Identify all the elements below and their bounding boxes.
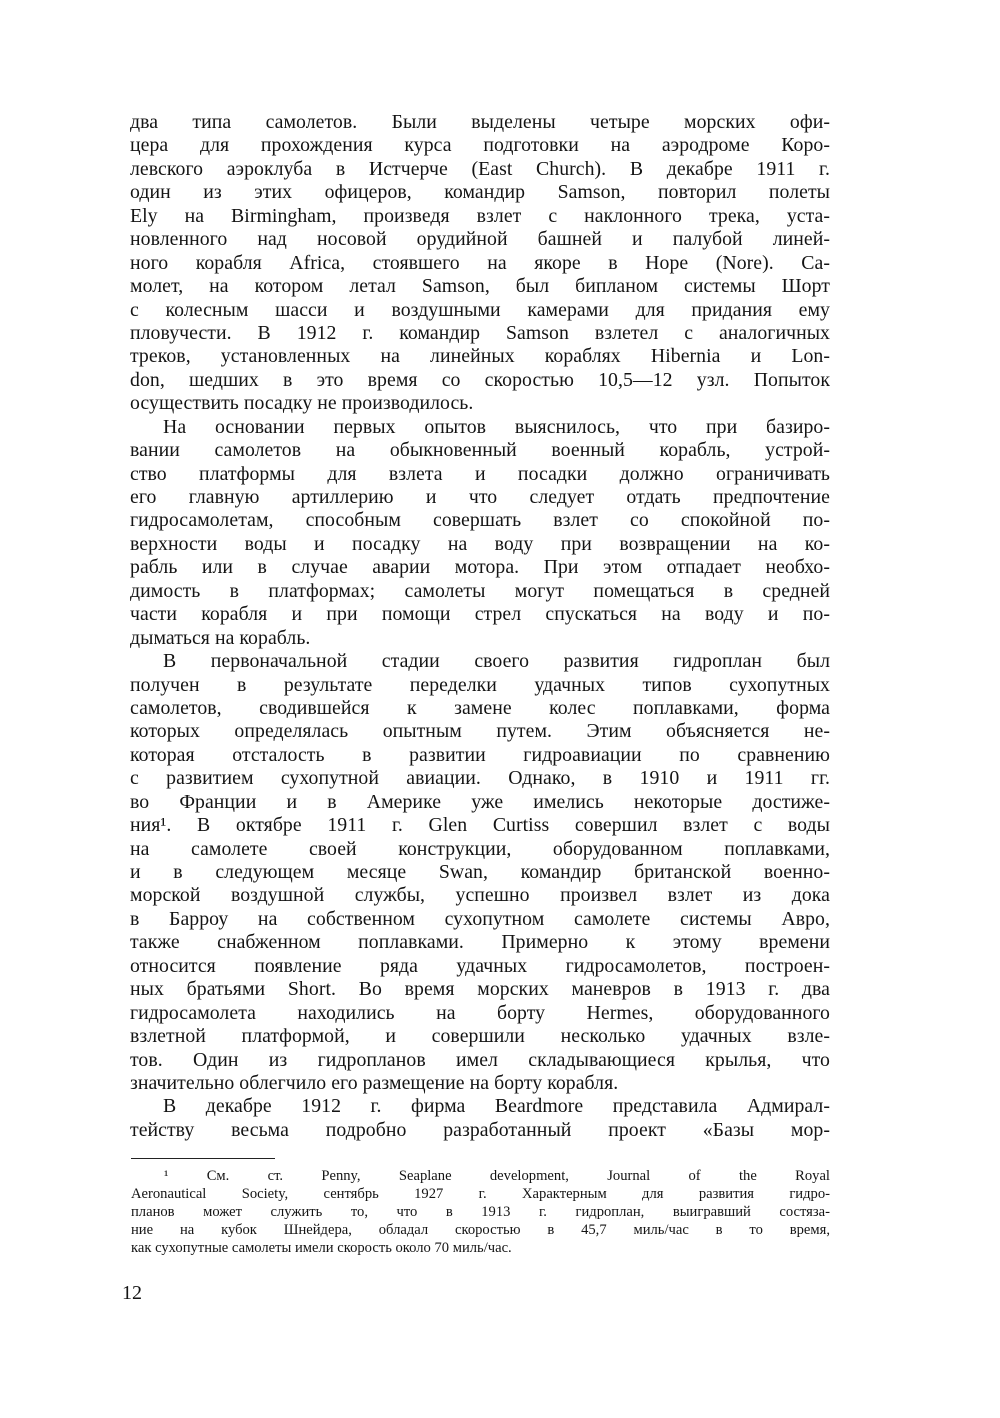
text-line: дыматься на корабль. [130,626,311,649]
text-line: относится появление ряда удачных гидросамолетов, построен- [130,954,830,977]
text-line: димость в платформах; самолеты могут помещаться в средней [130,579,830,602]
footnote-line: ние на кубок Шнейдера, обладал скоростью в 45,7 миль/час в то время, [131,1222,830,1238]
text-line: также снабженном поплавками. Примерно к этому времени [130,931,830,954]
text-line: В декабре 1912 г. фирма Beardmore представила Адмирал- [163,1095,830,1118]
text-line: рабль или в случае аварии мотора. При этом отпадает необхо- [130,556,830,579]
text-line: гидросамолетам, способным совершать взлет со спокойной по- [130,509,830,532]
text-line: морской воздушной службы, успешно произвел взлет из дока [130,884,830,907]
footnote-line: ¹ См. ст. Penny, Seaplane development, Journal of the Royal [164,1168,830,1184]
text-line: тов. Один из гидропланов имел складывающиеся крылья, что [130,1048,830,1071]
footnote-divider [131,1158,275,1159]
text-line: левского аэроклуба в Истчерче (East Church). В декабре 1911 г. [130,157,830,180]
text-line: ния¹. В октябре 1911 г. Glen Curtiss совершил взлет с воды [130,814,830,837]
text-line: ство платформы для взлета и посадки должно ограничивать [130,462,830,485]
text-line: которых определялась опытным путем. Этим объясняется не- [130,720,830,743]
text-line: don, шедших в это время со скоростью 10,5—12 узл. Попыток [130,368,830,391]
text-line: самолетов, сводившейся к замене колес поплавками, форма [130,696,830,719]
text-line: и в следующем месяце Swan, командир британской военно- [130,861,830,883]
page-number: 12 [122,1282,142,1304]
text-line: взлетной платформой, и совершили несколько удачных взле- [130,1025,830,1048]
text-line: гидросамолета находились на борту Hermes, оборудованного [130,1001,830,1024]
text-line: части корабля и при помощи стрел спускаться на воду и по- [130,603,830,626]
text-line: Ely на Birmingham, произведя взлет с наклонного трека, уста- [130,204,830,227]
main-text [130,111,830,1142]
text-line: новленного над носовой орудийной башней и палубой линей- [130,228,830,251]
text-line: ного корабля Africa, стоявшего на якоре в Hope (Nore). Са- [130,251,830,274]
text-line: в Барроу на собственном сухопутном самолете системы Авро, [130,907,830,930]
text-line: пловучести. В 1912 г. командир Samson взлетел с аналогичных [130,321,830,344]
text-line: которая отсталость в развитии гидроавиации по сравнению [130,743,830,766]
text-line: на самолете своей конструкции, оборудованном поплавками, [130,837,830,860]
footnote-line: Aeronautical Society, сентябрь 1927 г. Характерным для развития гидро- [131,1186,830,1202]
text-line: его главную артиллерию и что следует отдать предпочтение [130,486,830,508]
text-line: значительно облегчило его размещение на борту корабля. [130,1071,619,1094]
text-line: с колесным шасси и воздушными камерами для придания ему [130,298,830,321]
text-line: тейству весьма подробно разработанный проект «Базы мор- [130,1118,830,1141]
text-line: В первоначальной стадии своего развития гидроплан был [163,650,830,673]
text-line: два типа самолетов. Были выделены четыре морских офи- [130,111,830,133]
text-line: верхности воды и посадку на воду при возвращении на ко- [130,532,830,555]
text-line: цера для прохождения курса подготовки на аэродроме Коро- [130,134,830,157]
text-line: ных братьями Short. Во время морских маневров в 1913 г. два [130,978,830,1001]
text-line: На основании первых опытов выяснилось, что при базиро- [163,415,830,438]
text-line: молет, на котором летал Samson, был бипланом системы Шорт [130,275,830,298]
text-line: во Франции и в Америке уже имелись некоторые достиже- [130,790,830,813]
footnote-line: планов может служить то, что в 1913 г. гидроплан, выигравший состяза- [131,1204,830,1220]
text-line: получен в результате переделки удачных типов сухопутных [130,673,830,696]
text-line: один из этих офицеров, командир Samson, повторил полеты [130,181,830,204]
text-line: вании самолетов на обыкновенный военный корабль, устрой- [130,439,830,462]
footnote [131,1167,830,1257]
text-line: треков, установленных на линейных кораблях Hibernia и Lon- [130,345,830,368]
text-line: осуществить посадку не производилось. [130,392,474,415]
footnote-line: как сухопутные самолеты имели скорость около 70 миль/час. [131,1240,512,1256]
text-line: с развитием сухопутной авиации. Однако, в 1910 и 1911 гг. [130,767,830,790]
